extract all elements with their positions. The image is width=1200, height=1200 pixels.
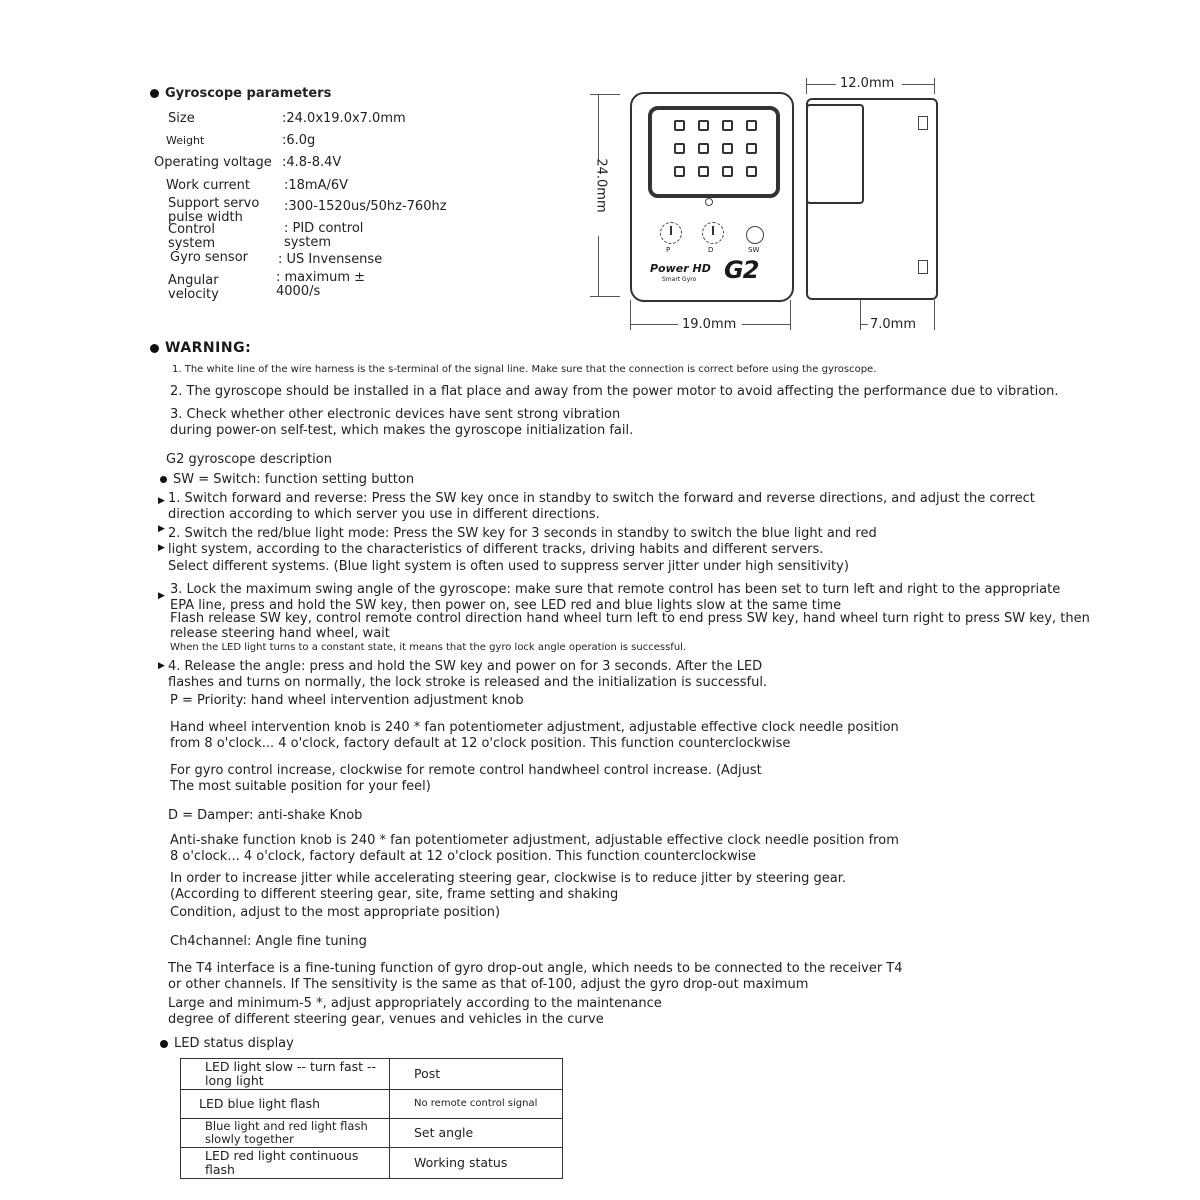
table-row bbox=[181, 1059, 563, 1090]
desc-line: or other channels. If The sensitivity is the same as that of-100, adjust the gyro drop-out maximum bbox=[168, 977, 809, 992]
dim-line bbox=[598, 236, 599, 296]
dim-guide bbox=[806, 78, 807, 94]
led-meaning-cell: Working status bbox=[390, 1148, 563, 1179]
param-value-control: : PID control system bbox=[284, 221, 364, 250]
led-dot-icon bbox=[674, 143, 685, 154]
led-status-title-text: LED status display bbox=[174, 1036, 294, 1051]
warning-item-3: 3. Check whether other electronic devices have sent strong vibration bbox=[170, 407, 621, 422]
arrow-icon: ▶ bbox=[158, 543, 165, 553]
dim-guide bbox=[630, 300, 631, 330]
dim-guide bbox=[590, 296, 620, 297]
dim-line bbox=[806, 84, 836, 85]
sw-label: SW bbox=[748, 246, 760, 254]
desc-line: The T4 interface is a fine-tuning function of gyro drop-out angle, which needs to be connected to the receiver T4 bbox=[168, 961, 903, 976]
desc-line: Flash release SW key, control remote control direction hand wheel turn left to end press SW key, hand wheel turn right to press SW key, then bbox=[170, 611, 1090, 626]
gyro-params-title bbox=[150, 86, 331, 101]
desc-line: (According to different steering gear, site, frame setting and shaking bbox=[170, 887, 619, 902]
desc-line: EPA line, press and hold the SW key, then power on, see LED red and blue lights slow at the same time bbox=[170, 598, 842, 613]
led-meaning-cell: No remote control signal bbox=[390, 1090, 563, 1119]
desc-line: flashes and turns on normally, the lock stroke is released and the initialization is successful. bbox=[168, 675, 768, 690]
warning-item-2: 2. The gyroscope should be installed in a flat place and away from the power motor to avoid affecting the performance due to vibration. bbox=[170, 384, 1059, 399]
dim-depth-label: 7.0mm bbox=[870, 317, 917, 332]
warning-title-text: WARNING: bbox=[165, 340, 252, 356]
dim-line bbox=[742, 324, 790, 325]
warning-item-3-cont: during power-on self-test, which makes the gyroscope initialization fail. bbox=[170, 423, 634, 438]
table-row bbox=[181, 1119, 563, 1148]
param-value-pulse: :300-1520us/50hz-760hz bbox=[284, 199, 447, 214]
led-dot-icon bbox=[746, 143, 757, 154]
led-state-cell: Blue light and red light flash slowly together bbox=[181, 1119, 390, 1148]
desc-line: Large and minimum-5 *, adjust appropriately according to the maintenance bbox=[168, 996, 662, 1011]
arrow-icon: ▶ bbox=[158, 524, 165, 534]
dim-guide bbox=[790, 300, 791, 330]
bullet-icon bbox=[150, 344, 159, 353]
sw-button-icon bbox=[746, 226, 764, 244]
dim-line bbox=[630, 324, 678, 325]
side-tab-icon bbox=[918, 116, 928, 130]
led-dot-icon bbox=[722, 166, 733, 177]
ch4-heading: Ch4channel: Angle fine tuning bbox=[170, 934, 367, 949]
status-indicator-icon bbox=[705, 198, 713, 206]
brand-logo: Power HD bbox=[650, 262, 711, 275]
side-tab-icon bbox=[918, 260, 928, 274]
p-knob-icon bbox=[660, 222, 682, 244]
table-row bbox=[181, 1148, 563, 1179]
gyro-params-title-text: Gyroscope parameters bbox=[165, 86, 332, 101]
desc-line: light system, according to the characteristics of different tracks, driving habits and different servers. bbox=[168, 542, 824, 557]
led-meaning-cell: Post bbox=[390, 1059, 563, 1090]
param-label-weight: Weight bbox=[166, 134, 205, 147]
led-dot-icon bbox=[698, 166, 709, 177]
priority-heading: P = Priority: hand wheel intervention adjustment knob bbox=[170, 693, 524, 708]
led-status-table bbox=[180, 1058, 563, 1179]
model-logo: G2 bbox=[724, 256, 759, 284]
desc-line: 1. Switch forward and reverse: Press the SW key once in standby to switch the forward and reverse directions, and adjust the correct bbox=[168, 491, 1035, 506]
bullet-icon bbox=[150, 89, 159, 98]
led-dot-icon bbox=[674, 120, 685, 131]
desc-line: In order to increase jitter while accelerating steering gear, clockwise is to reduce jitter by steering gear. bbox=[170, 871, 846, 886]
param-value-size: :24.0x19.0x7.0mm bbox=[282, 111, 406, 126]
dim-guide bbox=[934, 300, 935, 330]
led-dot-icon bbox=[722, 120, 733, 131]
param-label-pulse: Support servo pulse width bbox=[168, 196, 260, 225]
param-label-current: Work current bbox=[166, 178, 250, 193]
desc-line: 2. Switch the red/blue light mode: Press the SW key for 3 seconds in standby to switch the blue light and red bbox=[168, 526, 877, 541]
desc-line: For gyro control increase, clockwise for remote control handwheel control increase. (Adjust bbox=[170, 763, 762, 778]
desc-line: degree of different steering gear, venues and vehicles in the curve bbox=[168, 1012, 604, 1027]
arrow-icon: ▶ bbox=[158, 496, 165, 506]
warning-title bbox=[150, 340, 251, 356]
desc-line: Condition, adjust to the most appropriate position) bbox=[170, 905, 501, 920]
led-meaning-cell: Set angle bbox=[390, 1119, 563, 1148]
gyro-device-side bbox=[806, 98, 938, 300]
arrow-icon: ▶ bbox=[158, 661, 165, 671]
d-knob-label: D bbox=[708, 246, 714, 254]
param-value-voltage: :4.8-8.4V bbox=[282, 155, 342, 170]
led-dot-icon bbox=[698, 120, 709, 131]
led-dot-icon bbox=[698, 143, 709, 154]
description-title: G2 gyroscope description bbox=[166, 452, 332, 467]
param-label-size: Size bbox=[168, 111, 195, 126]
led-state-cell: LED light slow -- turn fast -- long light bbox=[181, 1059, 390, 1090]
dim-guide bbox=[590, 94, 620, 95]
d-knob-icon bbox=[702, 222, 724, 244]
bullet-icon bbox=[160, 476, 167, 483]
dim-guide bbox=[934, 78, 935, 94]
damper-heading: D = Damper: anti-shake Knob bbox=[168, 808, 363, 823]
dim-height-label: 24.0mm bbox=[593, 158, 609, 213]
desc-line: 4. Release the angle: press and hold the SW key and power on for 3 seconds. After the LED bbox=[168, 659, 763, 674]
gyro-device-front bbox=[630, 92, 794, 302]
param-label-control: Control system bbox=[168, 222, 215, 251]
p-knob-label: P bbox=[666, 246, 671, 254]
table-row bbox=[181, 1090, 563, 1119]
dim-side-width-label: 12.0mm bbox=[840, 76, 895, 91]
desc-line: from 8 o'clock... 4 o'clock, factory default at 12 o'clock position. This function counterclockwise bbox=[170, 736, 791, 751]
led-dot-icon bbox=[722, 143, 733, 154]
desc-line: 8 o'clock... 4 o'clock, factory default at 12 o'clock position. This function counterclockwise bbox=[170, 849, 756, 864]
desc-line: Select different systems. (Blue light system is often used to suppress server jitter under high sensitivity) bbox=[168, 559, 849, 574]
desc-line: When the LED light turns to a constant state, it means that the gyro lock angle operation is successful. bbox=[170, 642, 687, 653]
led-state-cell: LED red light continuous flash bbox=[181, 1148, 390, 1179]
sw-title bbox=[160, 472, 414, 488]
desc-line: Hand wheel intervention knob is 240 * fan potentiometer adjustment, adjustable effective clock needle position bbox=[170, 720, 899, 735]
bullet-icon bbox=[160, 1040, 168, 1048]
param-value-weight: :6.0g bbox=[282, 133, 316, 148]
led-state-cell: LED blue light flash bbox=[181, 1090, 390, 1119]
param-value-current: :18mA/6V bbox=[284, 178, 349, 193]
led-panel bbox=[648, 106, 780, 198]
brand-sub-label: Smart Gyro bbox=[662, 276, 697, 283]
sw-title-text: SW = Switch: function setting button bbox=[173, 472, 415, 487]
param-label-velocity: Angular velocity bbox=[168, 273, 219, 302]
led-dot-icon bbox=[746, 166, 757, 177]
dim-width-label: 19.0mm bbox=[682, 317, 737, 332]
arrow-icon: ▶ bbox=[158, 591, 165, 601]
dim-line bbox=[902, 84, 934, 85]
desc-line: The most suitable position for your feel) bbox=[170, 779, 431, 794]
param-value-sensor: : US Invensense bbox=[278, 252, 383, 267]
dim-line bbox=[860, 324, 868, 325]
param-label-sensor: Gyro sensor bbox=[170, 250, 248, 265]
dim-guide bbox=[860, 300, 861, 330]
side-connector bbox=[806, 104, 864, 204]
dim-line bbox=[598, 94, 599, 160]
param-value-velocity: : maximum ± 4000/s bbox=[276, 270, 366, 299]
led-dot-icon bbox=[746, 120, 757, 131]
desc-line: 3. Lock the maximum swing angle of the gyroscope: make sure that remote control has been set to turn left and right to the appropriate bbox=[170, 582, 1061, 597]
led-dot-icon bbox=[674, 166, 685, 177]
desc-line: Anti-shake function knob is 240 * fan potentiometer adjustment, adjustable effective clock needle position from bbox=[170, 833, 899, 848]
desc-line: release steering hand wheel, wait bbox=[170, 626, 390, 641]
warning-item-1: 1. The white line of the wire harness is the s-terminal of the signal line. Make sure that the connection is correct before using the gyroscope. bbox=[172, 364, 877, 375]
param-label-voltage: Operating voltage bbox=[154, 155, 272, 170]
led-status-title bbox=[160, 1036, 294, 1052]
desc-line: direction according to which server you use in different directions. bbox=[168, 507, 600, 522]
